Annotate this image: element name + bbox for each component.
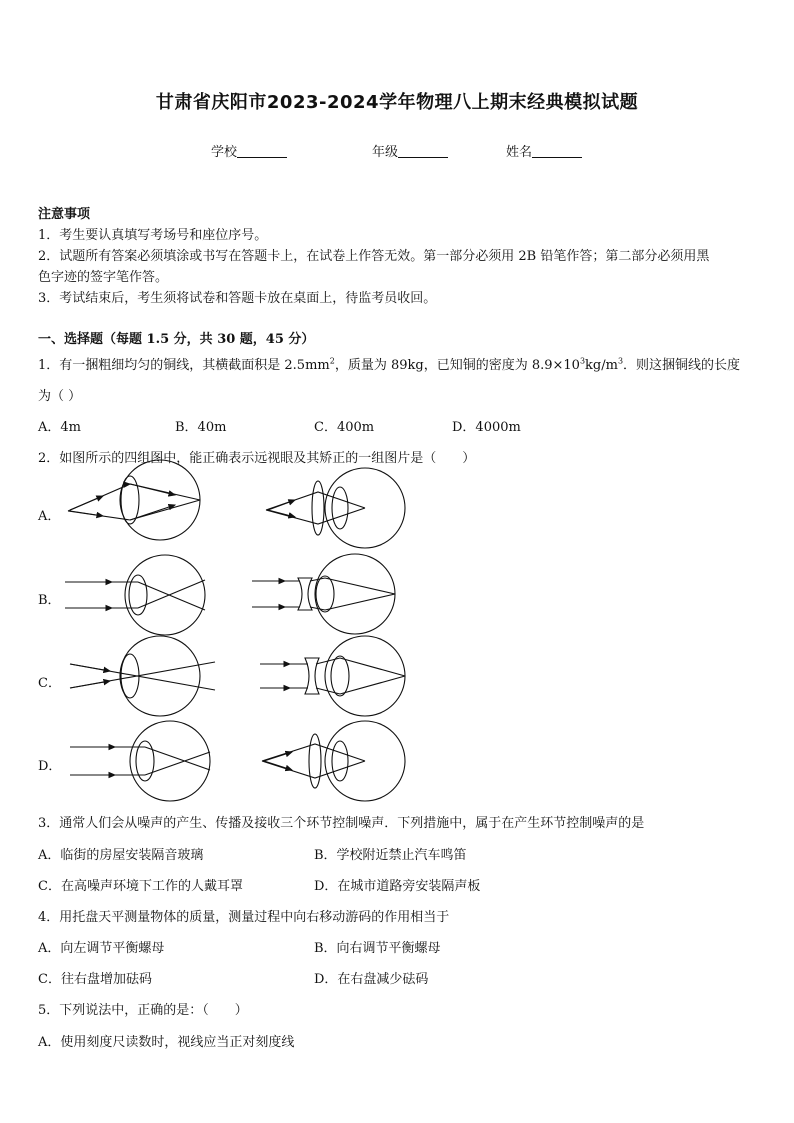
q4-option-a[interactable]: A．向左调节平衡螺母 [38,941,165,956]
q3-stem: 3．通常人们会从噪声的产生、传播及接收三个环节控制噪声．下列措施中，属于在产生环节控制噪声的是 [38,816,645,831]
grade-label: 年级 [372,145,399,160]
q2-label-b[interactable]: B． [38,593,61,608]
q1-stem-b: ，质量为 89kg，已知铜的密度为 8.9×10 [334,358,580,373]
q4-stem: 4．用托盘天平测量物体的质量，测量过程中向右移动游码的作用相当于 [38,910,450,925]
q2-label-c[interactable]: C． [38,676,61,691]
q5-option-a[interactable]: A．使用刻度尺读数时，视线应当正对刻度线 [38,1035,295,1050]
diagram-b-right [252,554,395,634]
notice-heading: 注意事项 [38,207,91,222]
q4-option-d[interactable]: D．在右盘减少砝码 [314,972,429,987]
diagram-c-right [260,636,405,716]
notice-item-2-cont: 色字迹的签字笔作答。 [38,270,169,285]
q1-option-d[interactable]: D．4000m [452,420,521,435]
diagram-c-left [70,636,215,716]
q3-option-b[interactable]: B．学校附近禁止汽车鸣笛 [314,848,467,863]
diagram-a-left [68,460,200,540]
q1-stem-c: kg/m [585,358,618,373]
school-label: 学校 [211,145,238,160]
q1-option-a[interactable]: A．4m [38,420,81,435]
q2-label-d[interactable]: D． [38,759,62,774]
q2-stem: 2．如图所示的四组图中，能正确表示远视眼及其矫正的一组图片是（ ） [38,451,476,466]
diagram-d-left [70,721,210,801]
q1-option-b[interactable]: B．40m [175,420,227,435]
diagram-d-right [262,721,405,801]
q1-sup-b: 3 [579,356,586,366]
q1-option-c[interactable]: C．400m [314,420,375,435]
q1-stem-d: ．则这捆铜线的长度 [623,358,741,373]
q4-option-b[interactable]: B．向右调节平衡螺母 [314,941,441,956]
notice-item-1: 1．考生要认真填写考场号和座位序号。 [38,228,268,243]
q1-sup-c: 3 [617,356,624,366]
q1-stem-a: 1．有一捆粗细均匀的铜线，其横截面积是 2.5mm [38,358,330,373]
diagram-a-right [266,468,405,548]
q4-option-c[interactable]: C．往右盘增加砝码 [38,972,152,987]
diagram-b-left [65,555,205,635]
q3-option-a[interactable]: A．临街的房屋安装隔音玻璃 [38,848,204,863]
q3-option-d[interactable]: D．在城市道路旁安装隔声板 [314,879,481,894]
q5-stem: 5．下列说法中，正确的是：（ ） [38,1003,248,1018]
q1-stem-line2: 为（ ） [38,389,82,404]
section-heading: 一、选择题（每题 1.5 分，共 30 题，45 分） [38,332,315,347]
notice-item-2: 2．试题所有答案必须填涂或书写在答题卡上，在试卷上作答无效。第一部分必须用 2B 铅笔作答；第二部分必须用黑 [38,249,710,264]
q2-label-a[interactable]: A． [38,509,61,524]
notice-item-3: 3．考试结束后，考生须将试卷和答题卡放在桌面上，待监考员收回。 [38,291,437,306]
name-label: 姓名 [506,145,533,160]
q1-sup-a: 2 [329,356,335,366]
q3-option-c[interactable]: C．在高噪声环境下工作的人戴耳罩 [38,879,243,894]
page-title: 甘肃省庆阳市2023-2024学年物理八上期末经典模拟试题 [155,92,639,113]
